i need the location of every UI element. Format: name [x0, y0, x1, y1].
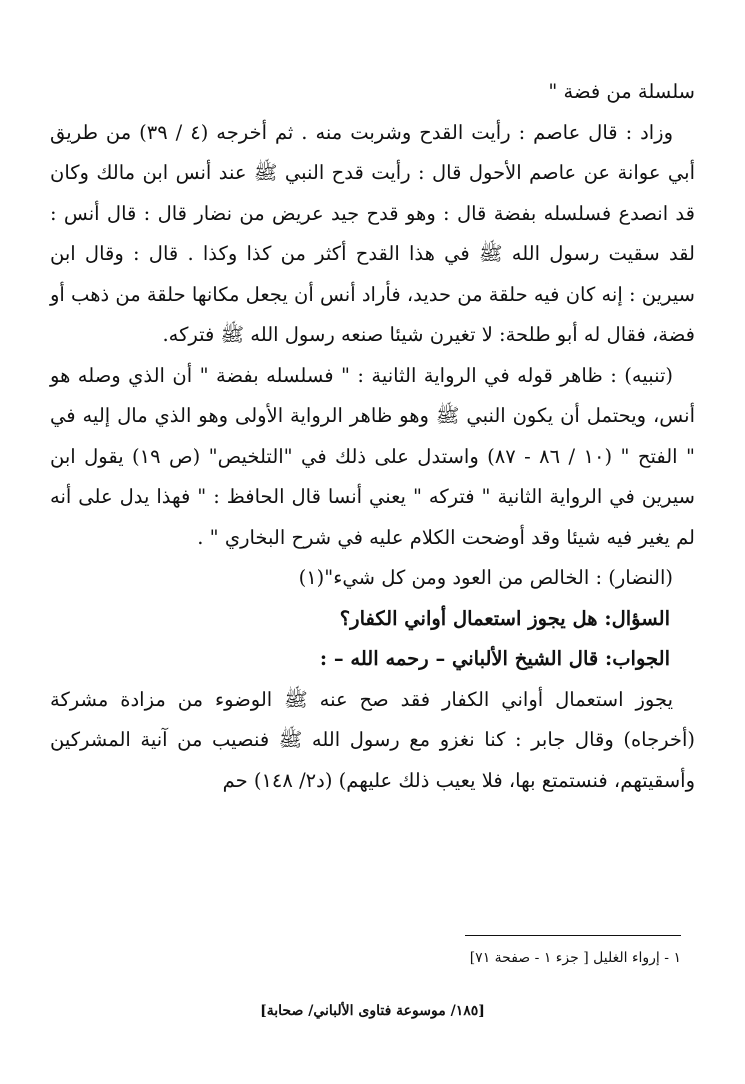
- question-text: هل يجوز استعمال أواني الكفار؟: [339, 606, 605, 630]
- main-text: [50, 72, 695, 801]
- paragraph-note: (تنبيه) : ظاهر قوله في الرواية الثانية : " فسلسله بفضة " أن الذي وصله هو أنس، ويحتمل أن يكون النبي ﷺ وهو ظاهر الرواية الأولى وهو الذي مال إليه في " الفتح " (١٠ / ٨٦ - ٨٧) واستدل على ذلك في "التلخيص" (ص ١٩) يقول ابن سيرين في الرواية الثانية " فتركه " يعني أنسا قال الحافظ : " فهذا يدل على أنه لم يغير فيه شيئا وقد أوضحت الكلام عليه في شرح البخاري " .: [50, 363, 695, 549]
- footnote: ١ - إرواء الغليل [ جزء ١ - صفحة ٧١]: [469, 950, 681, 966]
- footnote-divider: [465, 935, 681, 936]
- paragraph-continuation: سلسلة من فضة ": [548, 80, 695, 103]
- paragraph-definition: (النضار) : الخالص من العود ومن كل شيء"(١): [298, 566, 673, 589]
- paragraph-answer: يجوز استعمال أواني الكفار فقد صح عنه ﷺ الوضوء من مزادة مشركة (أخرجاه) وقال جابر : كنا نغزو مع رسول الله ﷺ فنصيب من آنية المشركين وأسقيتهم، فنستمتع بها، فلا يعيب ذلك عليهم) (د٢/ ١٤٨) حم: [50, 687, 695, 792]
- question-label: السؤال:: [604, 606, 670, 630]
- answer-text: قال الشيخ الألباني – رحمه الله – :: [319, 647, 605, 670]
- paragraph-narration: وزاد : قال عاصم : رأيت القدح وشربت منه . ثم أخرجه (٤ / ٣٩) من طريق أبي عوانة عن عاصم الأحول قال : رأيت قدح النبي ﷺ عند أنس ابن مالك وكان قد انصدع فسلسله بفضة قال : وهو قدح جيد عريض من نضار قال : قال أنس : لقد سقيت رسول الله ﷺ في هذا القدح أكثر من كذا وكذا . قال : وقال ابن سيرين : إنه كان فيه حلقة من حديد، فأراد أنس أن يجعل مكانها حلقة من ذهب أو فضة، فقال له أبو طلحة: لا تغيرن شيئا صنعه رسول الله ﷺ فتركه.: [50, 120, 695, 346]
- question-line: [50, 599, 695, 640]
- answer-label: الجواب:: [605, 647, 670, 670]
- answer-line: [50, 639, 695, 680]
- page-footer: [١٨٥/ موسوعة فتاوى الألباني/ صحابة]: [260, 1003, 485, 1019]
